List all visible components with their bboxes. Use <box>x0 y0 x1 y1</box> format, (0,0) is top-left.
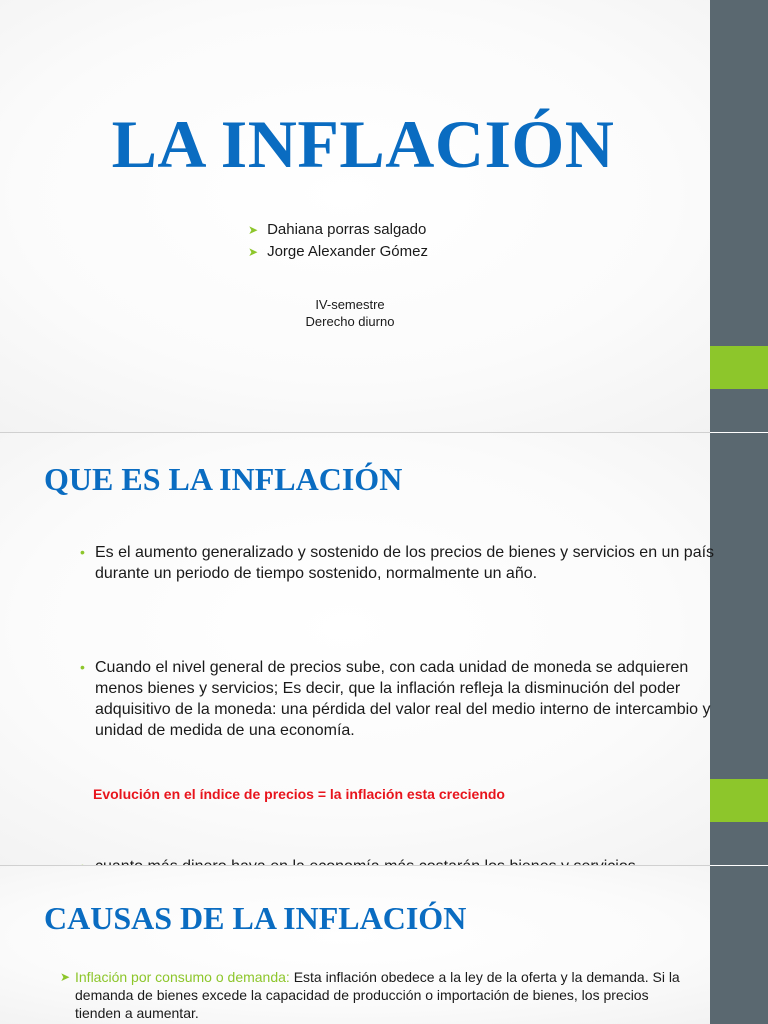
author-list <box>248 219 428 263</box>
sidebar-accent <box>710 346 768 389</box>
bullet-text: Es el aumento generalizado y sostenido de los precios de bienes y servicios en un país durante un periodo de tiempo sostenido, normalmente un año. <box>95 544 715 582</box>
dot-bullet-icon: • <box>80 544 85 560</box>
slide-title[interactable] <box>0 0 768 432</box>
slide-sidebar <box>710 0 768 432</box>
author-name: Jorge Alexander Gómez <box>267 243 428 260</box>
author-item <box>248 241 428 263</box>
bullet-list <box>40 433 715 739</box>
course-info <box>0 296 700 330</box>
presentation-title: LA INFLACIÓN <box>111 106 615 182</box>
cause-description: Esta inflación obedece a la ley de la oferta y la demanda. Si la demanda de bienes excede la capacidad de producción o importación de bienes, los precios tienden a aumentar. <box>75 969 680 1021</box>
sidebar-accent <box>710 779 768 822</box>
slide-causes[interactable] <box>0 866 768 1024</box>
cause-text <box>60 968 690 1022</box>
highlight-note: Evolución en el índice de precios = la inflación esta creciendo <box>93 786 505 802</box>
slide-definition[interactable] <box>0 433 768 865</box>
arrow-right-icon: ➤ <box>248 223 259 237</box>
slide-heading: CAUSAS DE LA INFLACIÓN <box>44 900 467 936</box>
semester-label: IV-semestre <box>315 297 385 312</box>
author-item <box>248 219 428 241</box>
cause-item <box>60 968 690 1022</box>
arrow-right-icon: ➤ <box>60 970 71 984</box>
bullet-item <box>80 657 735 741</box>
slide-sidebar <box>710 866 768 1024</box>
arrow-right-icon: ➤ <box>248 245 259 259</box>
dot-bullet-icon: • <box>80 659 85 675</box>
program-label: Derecho diurno <box>305 314 395 329</box>
bullet-item <box>80 542 735 584</box>
cause-label: Inflación por consumo o demanda: <box>75 969 290 985</box>
slide-sidebar <box>710 433 768 865</box>
author-name: Dahiana porras salgado <box>267 221 427 238</box>
slide-heading: QUE ES LA INFLACIÓN <box>44 461 403 497</box>
bullet-text: Cuando el nivel general de precios sube, con cada unidad de moneda se adquieren menos bienes y servicios; Es decir, que la inflación refleja la disminución del poder adquisitivo de la moneda: una pérdida del valor real del medio interno de intercambio y unidad de medida de una economía. <box>95 659 711 739</box>
